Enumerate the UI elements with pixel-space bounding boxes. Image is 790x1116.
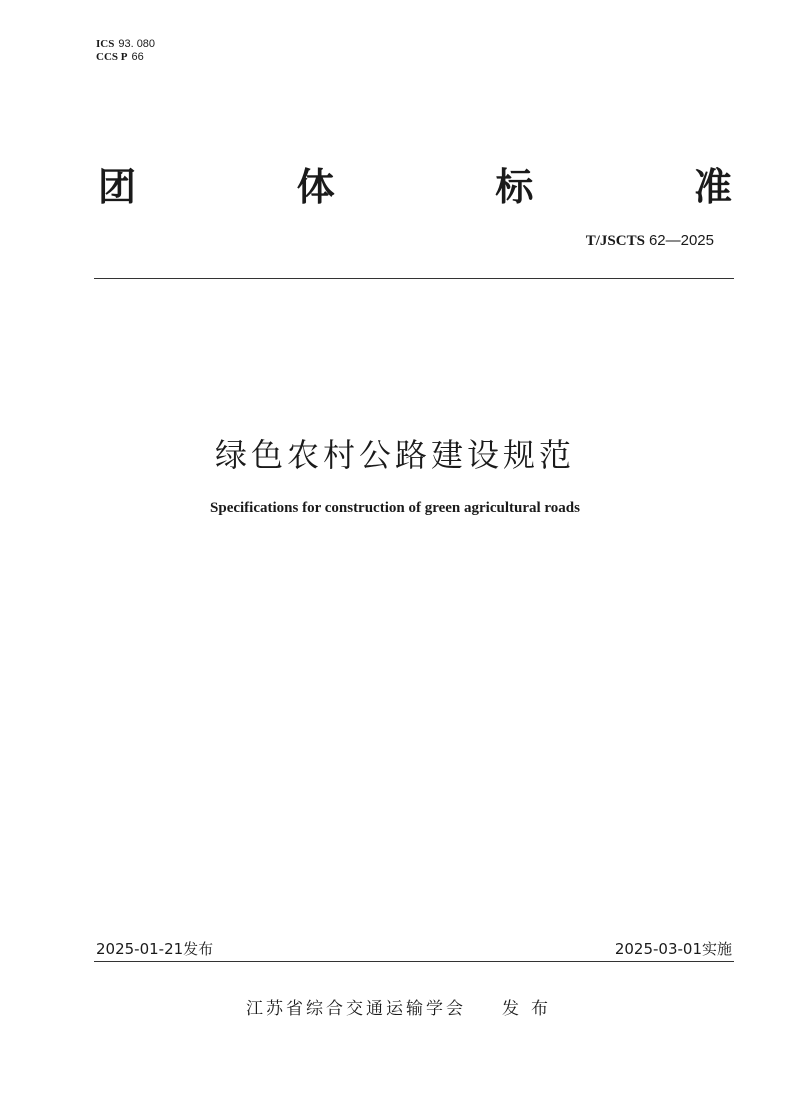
title-chinese: 绿色农村公路建设规范 bbox=[214, 436, 575, 474]
ccs-label: CCS bbox=[96, 51, 119, 63]
issue-date: 2025-01-21发布 bbox=[96, 940, 214, 958]
heading-char-3: 标 bbox=[495, 164, 534, 209]
ccs-value: 66 bbox=[131, 51, 144, 63]
heading-char-1: 团 bbox=[98, 164, 137, 209]
publisher-line bbox=[246, 994, 560, 1019]
heading-char-4: 准 bbox=[693, 164, 732, 209]
title-english: Specifications for construction of green agricultural roads bbox=[210, 500, 580, 516]
ccs-code bbox=[96, 51, 155, 64]
publisher-name: 江苏省综合交通运输学会 bbox=[246, 999, 466, 1019]
heading-char-2: 体 bbox=[296, 164, 335, 209]
publish-action: 发布 bbox=[502, 999, 560, 1019]
top-divider bbox=[94, 278, 734, 279]
ics-value: 93. 080 bbox=[118, 38, 156, 50]
implementation-date: 2025-03-01实施 bbox=[614, 940, 732, 958]
classification-codes bbox=[96, 38, 155, 64]
ics-code bbox=[96, 38, 155, 51]
standard-number-value: 62—2025 bbox=[648, 232, 714, 249]
bottom-divider bbox=[94, 961, 734, 962]
standard-number-prefix: T/JSCTS bbox=[585, 233, 645, 249]
standard-type-heading bbox=[98, 156, 732, 210]
ccs-letter: P bbox=[120, 51, 128, 63]
standard-number bbox=[586, 232, 714, 250]
ics-label: ICS bbox=[96, 38, 115, 50]
